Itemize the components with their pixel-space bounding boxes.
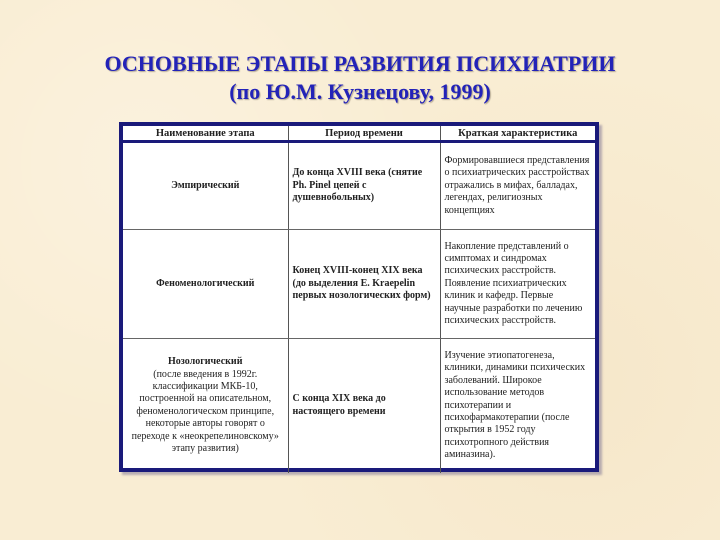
- description-cell: Формировавшиеся представления о психиатрических расстройствах отражались в мифах, балладах, легендах, религиозных концепциях: [440, 142, 595, 230]
- header-description: Краткая характеристика: [440, 126, 595, 142]
- stages-table-frame: [119, 122, 599, 472]
- stage-name: Феноменологический: [156, 277, 255, 289]
- stage-name: Нозологический: [168, 356, 243, 368]
- slide-title: [0, 50, 720, 106]
- title-main: ОСНОВНЫЕ ЭТАПЫ РАЗВИТИЯ ПСИХИАТРИИ: [104, 51, 616, 76]
- header-stage-name: Наименование этапа: [123, 126, 288, 142]
- table-row: [123, 230, 595, 339]
- period-cell: С конца XIX века до настоящего времени: [288, 339, 440, 473]
- table-row: [123, 142, 595, 230]
- header-period: Период времени: [288, 126, 440, 142]
- title-subtitle: (по Ю.М. Кузнецову, 1999): [229, 79, 491, 104]
- stage-note: (после введения в 1992г. классификации МКБ-10, построенной на описательном, феноменологическом принципе, некоторые авторы говорят о переходе к «неокрепелиновскому» этапу развития): [131, 368, 279, 454]
- table-row: [123, 339, 595, 473]
- description-cell: Накопление представлений о симптомах и синдромах психических расстройств. Появление психиатрических клиник и кафедр. Первые научные разработки по лечению психических расстройств.: [440, 230, 595, 339]
- period-cell: До конца XVIII века (снятие Ph. Pinel цепей с душевнобольных): [288, 142, 440, 230]
- stage-name-cell: [123, 230, 288, 339]
- stages-table: [123, 126, 595, 473]
- stage-name-cell: [123, 142, 288, 230]
- description-cell: Изучение этиопатогенеза, клиники, динамики психических заболеваний. Широкое использование методов психотерапии и психофармакотерапии (после открытия в 1952 году психотропного действия аминазина).: [444, 349, 586, 461]
- stage-name: Эмпирический: [171, 179, 240, 191]
- table-header-row: [123, 126, 595, 142]
- period-cell: Конец XVIII-конец XIX века (до выделения E. Kraepelin первых нозологических форм): [288, 230, 440, 339]
- stage-name-cell: [123, 339, 288, 473]
